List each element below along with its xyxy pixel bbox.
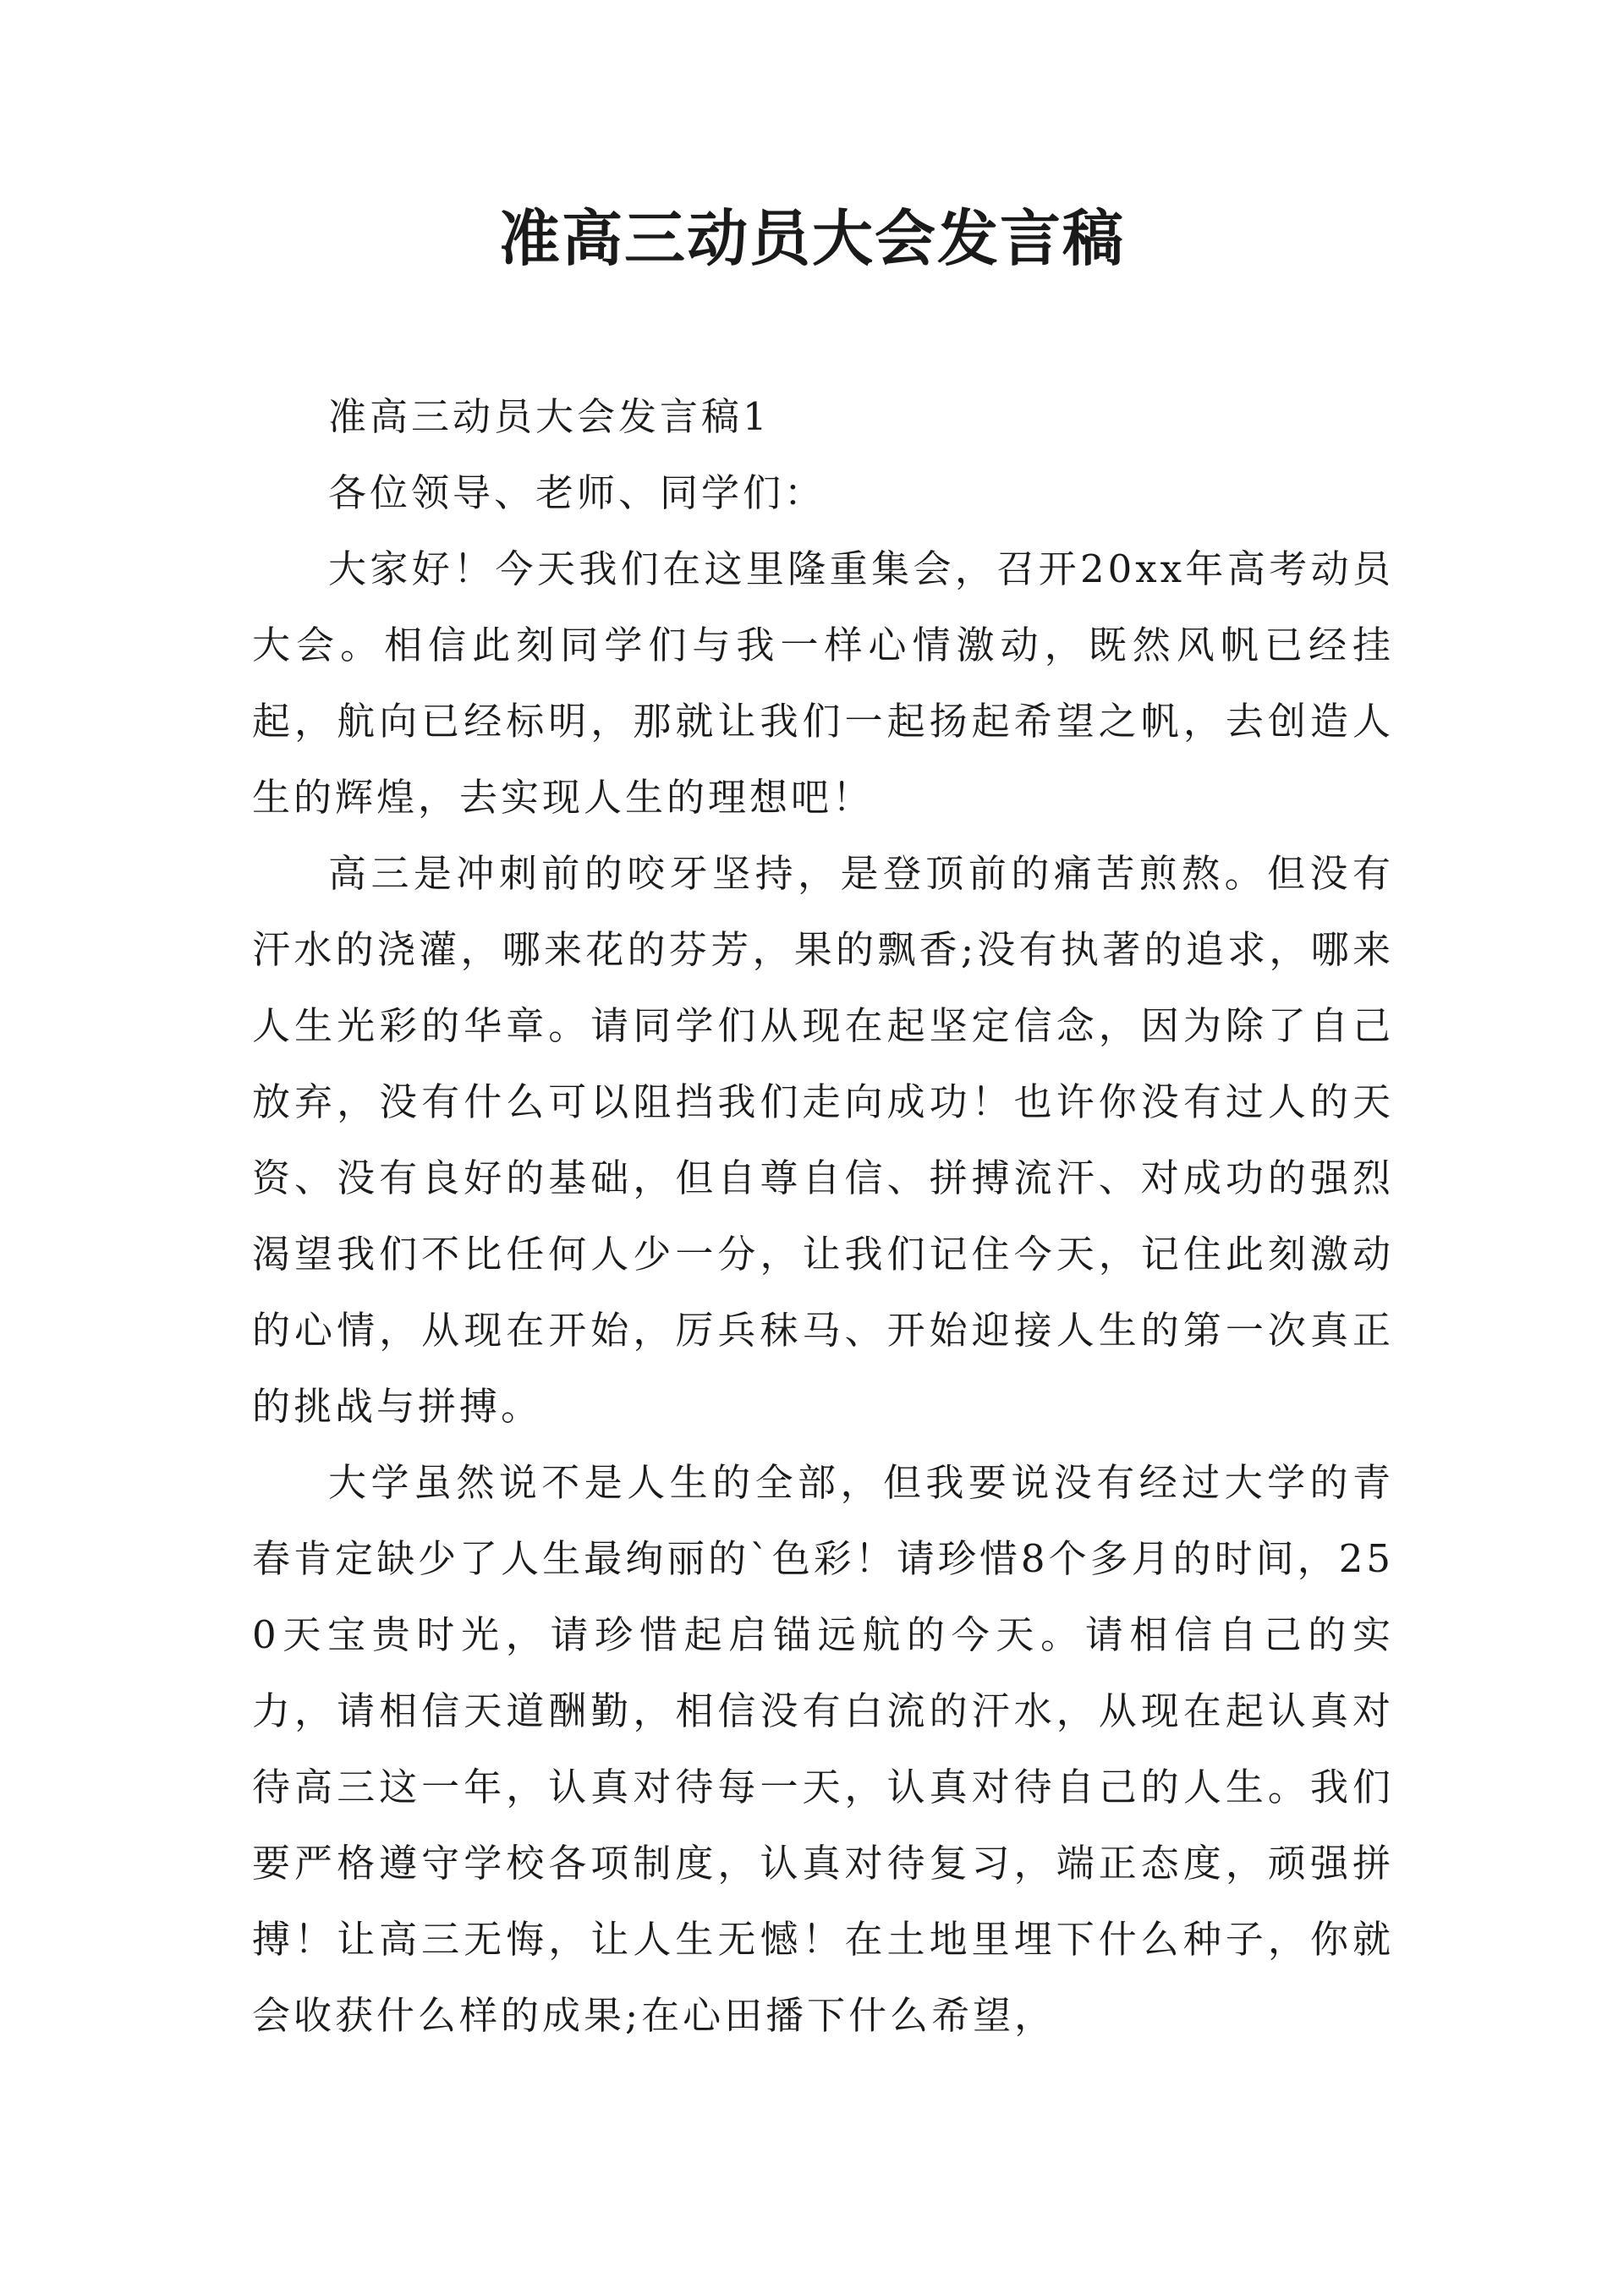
- document-body: [252, 379, 1394, 2054]
- document-title: 准高三动员大会发言稿: [498, 203, 1125, 274]
- paragraph-subtitle: 准高三动员大会发言稿1: [328, 394, 771, 439]
- paragraph-greeting: 大家好！今天我们在这里隆重集会，召开20xx年高考动员大会。相信此刻同学们与我一样心情激动，既然风帆已经挂起，航向已经标明，那就让我们一起扬起希望之帆，去创造人生的辉煌，去实现人生的理想吧！: [252, 546, 1394, 820]
- paragraph-senior-year: 高三是冲刺前的咬牙坚持，是登顶前的痛苦煎熬。但没有汗水的浇灌，哪来花的芬芳，果的飘香;没有执著的追求，哪来人生光彩的华章。请同学们从现在起坚定信念，因为除了自己放弃，没有什么可以阻挡我们走向成功！也许你没有过人的天资、没有良好的基础，但自尊自信、拼搏流汗、对成功的强烈渴望我们不比任何人少一分，让我们记住今天，记住此刻激动的心情，从现在开始，厉兵秣马、开始迎接人生的第一次真正的挑战与拼搏。: [252, 851, 1394, 1429]
- paragraph-university: 大学虽然说不是人生的全部，但我要说没有经过大学的青春肯定缺少了人生最绚丽的`色彩！请珍惜8个多月的时间，250天宝贵时光，请珍惜起启锚远航的今天。请相信自己的实力，请相信天道酬勤，相信没有白流的汗水，从现在起认真对待高三这一年，认真对待每一天，认真对待自己的人生。我们要严格遵守学校各项制度，认真对待复习，端正态度，顽强拼搏！让高三无悔，让人生无憾！在土地里埋下什么种子，你就会收获什么样的成果;在心田播下什么希望，: [252, 1460, 1394, 2038]
- paragraph-salutation: 各位领导、老师、同学们：: [328, 470, 826, 515]
